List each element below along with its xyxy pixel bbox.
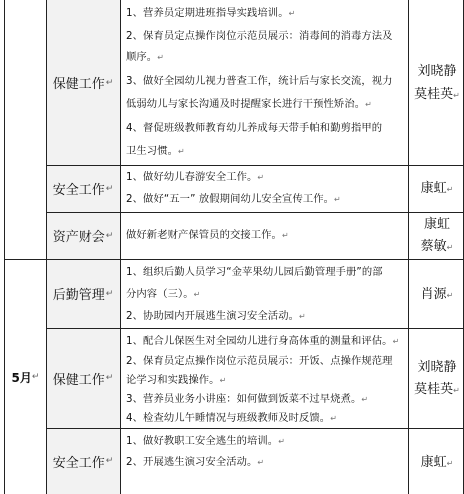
category-label: 保健工作 (52, 77, 105, 92)
person-name: 肖源↵ (420, 287, 454, 302)
category-cell: 保健工作 ↵ (46, 328, 120, 428)
category-cell: 安全工作 ↵ (46, 165, 120, 212)
category-label: 保健工作 (52, 372, 105, 388)
person-name: 蔡敏↵ (420, 239, 454, 254)
list-item: 卫生习惯。↵ (126, 145, 185, 157)
month-cell (5, 260, 46, 494)
list-item: 2、保育员定点操作岗位示范员展示：开饭、点操作规范理 (126, 355, 393, 367)
list-item: 1、营养员定期进班指导实践培训。↵ (126, 7, 296, 19)
person-name: 康虹↵ (420, 181, 454, 196)
category-label: 后勤管理 (52, 288, 105, 303)
list-item: 3、营养员业务小讲座：如何做到饭菜不过早烧煮。↵ (126, 393, 369, 405)
paragraph-mark: ↵ (31, 372, 40, 382)
list-item: 做好新老财产保管员的交接工作。↵ (126, 229, 289, 241)
list-item: 顺序。↵ (126, 51, 165, 63)
category-label: 安全工作 (52, 183, 105, 198)
category-cell (46, 0, 120, 165)
list-item: 4、督促班级教师教育幼儿养成每天带手帕和勤剪指甲的 (126, 122, 383, 134)
column-divider (408, 0, 409, 494)
list-item: 1、做好幼儿春游安全工作。↵ (126, 171, 265, 183)
category-cell: 安全工作 ↵ (46, 428, 120, 494)
list-item: 2、协助园内开展逃生演习安全活动。↵ (126, 310, 306, 322)
paragraph-mark: ↵ (105, 77, 114, 88)
list-item: 论学习和实践操作。↵ (126, 374, 227, 386)
person-name: 刘晓静 (417, 64, 457, 79)
list-item: 1、配合儿保医生对全园幼儿进行身高体重的测量和评估。↵ (126, 335, 400, 347)
month-label: 5月 (11, 370, 32, 385)
person-name: 康虹↵ (420, 455, 454, 470)
list-item: 1、组织后勤人员学习“金苹果幼儿园后勤管理手册”的部 (126, 266, 383, 278)
list-item: 分内容（三）。↵ (126, 288, 201, 300)
list-item: 低弱幼儿与家长沟通及时提醒家长进行干预性矫治。↵ (126, 98, 372, 110)
category-cell: 资产财会 ↵ (46, 212, 120, 259)
list-item: 3、做好全园幼儿视力普查工作，统计后与家长交流，视力 (126, 75, 393, 87)
list-item: 2、做好“五一” 放假期间幼儿安全宣传工作。↵ (126, 193, 341, 205)
list-item: 1、做好教职工安全逃生的培训。↵ (126, 435, 286, 447)
column-divider (120, 0, 121, 494)
category-label: 安全工作 (52, 455, 105, 471)
list-item: 2、开展逃生演习安全活动。↵ (126, 456, 265, 468)
person-name: 莫桂英↵ (414, 382, 460, 397)
person-name: 莫桂英↵ (414, 87, 460, 102)
person-name: 康虹 (423, 217, 450, 232)
category-label: 资产财会 (52, 230, 105, 245)
category-cell: 后勤管理 ↵ (46, 259, 120, 328)
person-name: 刘晓静 (417, 360, 457, 375)
list-item: 4、检查幼儿午睡情况与班级教师及时反馈。↵ (126, 412, 338, 424)
list-item: 2、保育员定点操作岗位示范员展示：消毒间的消毒方法及 (126, 30, 393, 42)
